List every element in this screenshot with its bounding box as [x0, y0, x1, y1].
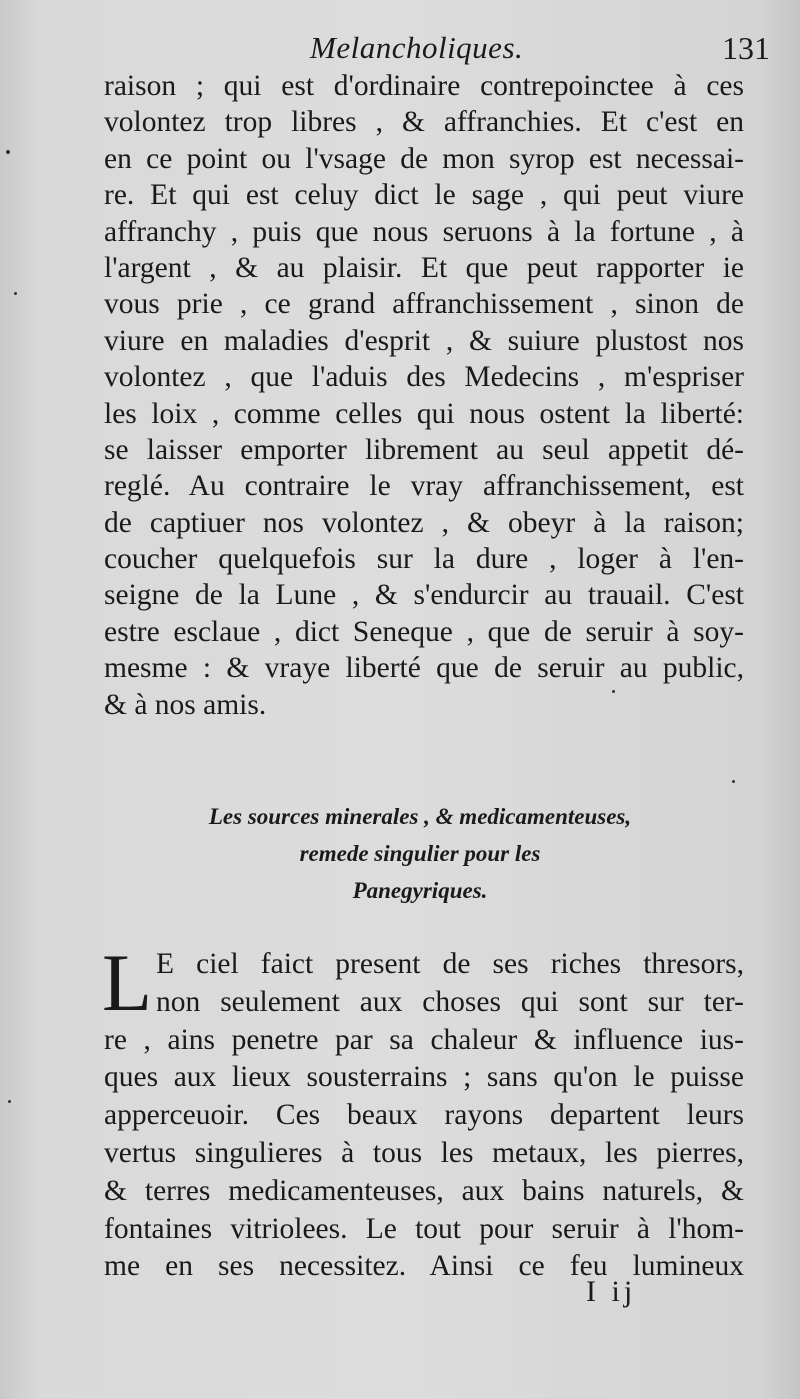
- text-line: vous prie , ce grand affranchissement , sinon de: [104, 288, 744, 321]
- text-line: E ciel faict present de ses riches thresors,: [156, 948, 744, 980]
- heading-line: remede singulier pour les: [299, 841, 541, 866]
- text-line: les loix , comme celles qui nous ostent la liberté:: [104, 397, 744, 430]
- running-title: Melancholiques.: [310, 30, 524, 65]
- section-heading: [140, 798, 700, 909]
- ink-speck: [732, 780, 735, 783]
- page-number: 131: [722, 30, 770, 66]
- text-line: de captiuer nos volontez , & obeyr à la raison;: [104, 506, 744, 539]
- text-line: & à nos amis.: [104, 688, 267, 721]
- text-line: re , ains penetre par sa chaleur & influence ius-: [104, 1023, 744, 1056]
- text-line: & terres medicamenteuses, aux bains naturels, &: [104, 1174, 744, 1207]
- text-line: seigne de la Lune , & s'endurcir au trauail. C'est: [104, 579, 744, 612]
- text-line: non seulement aux choses qui sont sur ter-: [156, 985, 744, 1018]
- text-line: viure en maladies d'esprit , & suiure plustost nos: [104, 324, 744, 357]
- text-line: estre esclaue , dict Seneque , que de seruir à soy-: [104, 615, 744, 648]
- text-line: affranchy , puis que nous seruons à la fortune , à: [104, 215, 744, 248]
- signature-mark: I ij: [586, 1275, 637, 1308]
- ink-speck: [14, 292, 17, 295]
- text-line: fontaines vitriolees. Le tout pour seruir à l'hom-: [104, 1212, 744, 1245]
- running-head: [0, 22, 800, 66]
- text-line: en ce point ou l'vsage de mon syrop est necessai-: [104, 142, 744, 175]
- paragraph-2: [102, 937, 744, 1286]
- heading-line: Panegyriques.: [352, 878, 488, 903]
- text-line: volontez trop libres , & affranchies. Et c'est en: [104, 106, 744, 139]
- ink-speck: [612, 690, 615, 693]
- text-line: ques aux lieux sousterrains ; sans qu'on le puisse: [104, 1061, 744, 1094]
- text-line: reglé. Au contraire le vray affranchissement, est: [104, 470, 744, 503]
- text-line: me en ses necessitez. Ainsi ce feu lumineux: [104, 1250, 744, 1283]
- text-line: l'argent , & au plaisir. Et que peut rapporter ie: [104, 251, 744, 284]
- text-line: apperceuoir. Ces beaux rayons departent leurs: [104, 1099, 744, 1132]
- text-line: re. Et qui est celuy dict le sage , qui peut viure: [104, 179, 744, 212]
- text-line: coucher quelquefois sur la dure , loger à l'en-: [104, 543, 744, 576]
- heading-line: Les sources minerales , & medicamenteuses,: [208, 804, 632, 829]
- ink-speck: [6, 150, 10, 154]
- drop-cap: L: [102, 937, 153, 1028]
- text-line: mesme : & vraye liberté que de seruir au public,: [104, 652, 744, 685]
- text-line: se laisser emporter librement au seul appetit dé-: [104, 433, 744, 466]
- text-line: vertus singulieres à tous les metaux, les pierres,: [104, 1136, 744, 1169]
- ink-speck: [8, 1100, 11, 1103]
- text-line: raison ; qui est d'ordinaire contrepoinctee à ces: [104, 70, 744, 102]
- paragraph-1: [104, 68, 744, 723]
- text-line: volontez , que l'aduis des Medecins , m'espriser: [104, 361, 744, 394]
